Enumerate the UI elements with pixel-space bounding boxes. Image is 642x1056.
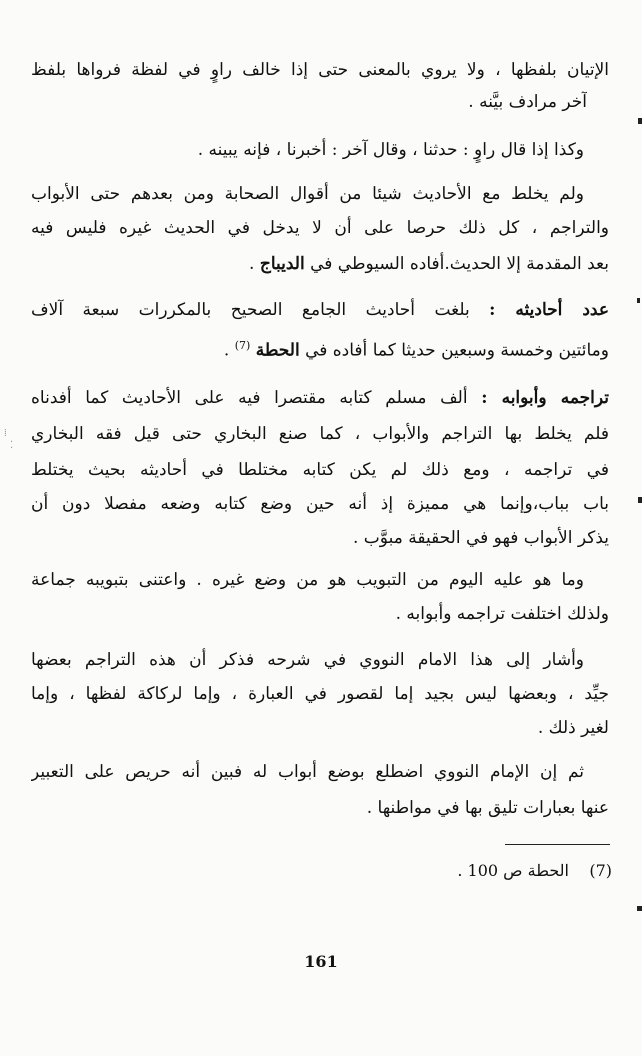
text-run: ألف مسلم كتابه مقتصرا فيه على الأحاديث كما أفدناه (31, 388, 468, 408)
scan-mark (637, 906, 642, 911)
footnote-number: (7) (589, 861, 612, 880)
text-line (31, 250, 609, 278)
text-line: باب بباب،وإنما هي مميزة إذ أنه حين وضع كتابه وضعه مفصلا دون أن (31, 494, 609, 514)
text-line: ولذلك اختلفت تراجمه وأبوابه . (395, 604, 609, 624)
text-line: في تراجمه ، ومع ذلك لم يكن كتابه مختلطا في أحاديثه بحيث يختلط (31, 460, 609, 480)
source-reference: الحطة (255, 340, 300, 361)
text-line: فلم يخلط بها التراجم والأبواب ، كما صنع البخاري حتى قيل فقه البخاري (31, 424, 609, 444)
scan-speck: ⁞ (4, 428, 7, 439)
text-line: وكذا إذا قال راوٍ : حدثنا ، وقال آخر : أخبرنا ، فإنه يبينه . (197, 140, 584, 160)
text-line (31, 332, 609, 365)
text-line: وأشار إلى هذا الامام النووي في شرحه فذكر أن هذه التراجم بعضها (31, 650, 584, 670)
text-line: عنها بعبارات تليق بها في مواطنها . (366, 798, 609, 818)
text-line (31, 296, 609, 324)
text-run: . (249, 254, 255, 274)
section-heading: عدد أحاديثه : (489, 300, 609, 320)
section-heading: تراجمه وأبوابه : (481, 388, 609, 408)
footnote-text: الحطة ص 100 . (457, 861, 569, 880)
page-number: 161 (304, 952, 338, 971)
text-line: ثم إن الإمام النووي اضطلع بوضع أبواب له فبين أنه حريص على التعبير (31, 762, 584, 782)
scan-mark (637, 298, 640, 303)
scan-speck: ⁚ (10, 440, 14, 451)
text-run: . (223, 340, 230, 361)
text-run: بعد المقدمة إلا الحديث.أفاده السيوطي في (310, 254, 609, 274)
scan-mark (638, 497, 642, 503)
footnote-marker[interactable]: (7) (234, 339, 251, 352)
footnote-divider (505, 844, 610, 845)
text-line: ولم يخلط مع الأحاديث شيئا من أقوال الصحابة ومن بعدهم حتى الأبواب (31, 184, 584, 204)
text-line: يذكر الأبواب فهو في الحقيقة مبوَّب . (353, 528, 609, 548)
text-line: الإتيان بلفظها ، ولا يروي بالمعنى حتى إذا خالف راوٍ في لفظة فرواها بلفظ (31, 60, 609, 80)
text-line: وما هو عليه اليوم من التبويب هو من وضع غيره . واعتنى بتبويبه جماعة (31, 570, 584, 590)
text-run: ومائتين وخمسة وسبعين حديثا كما أفاده في (305, 340, 609, 361)
text-line: لغير ذلك . (537, 718, 609, 738)
text-line: والتراجم ، كل ذلك حرصا على أن لا يدخل في الحديث غيره فليس فيه (31, 218, 609, 238)
text-line (31, 384, 609, 412)
source-reference: الديباج (259, 254, 305, 274)
text-line: آخر مرادف بيَّنه . (468, 92, 587, 112)
scan-mark (638, 118, 642, 124)
footnote (362, 858, 612, 884)
text-run: بلغت أحاديث الجامع الصحيح بالمكررات سبعة آلاف (31, 300, 470, 320)
text-line: جيِّد ، وبعضها ليس بجيد إما لقصور في العبارة ، وإما لركاكة لفظها ، وإما (31, 684, 609, 704)
